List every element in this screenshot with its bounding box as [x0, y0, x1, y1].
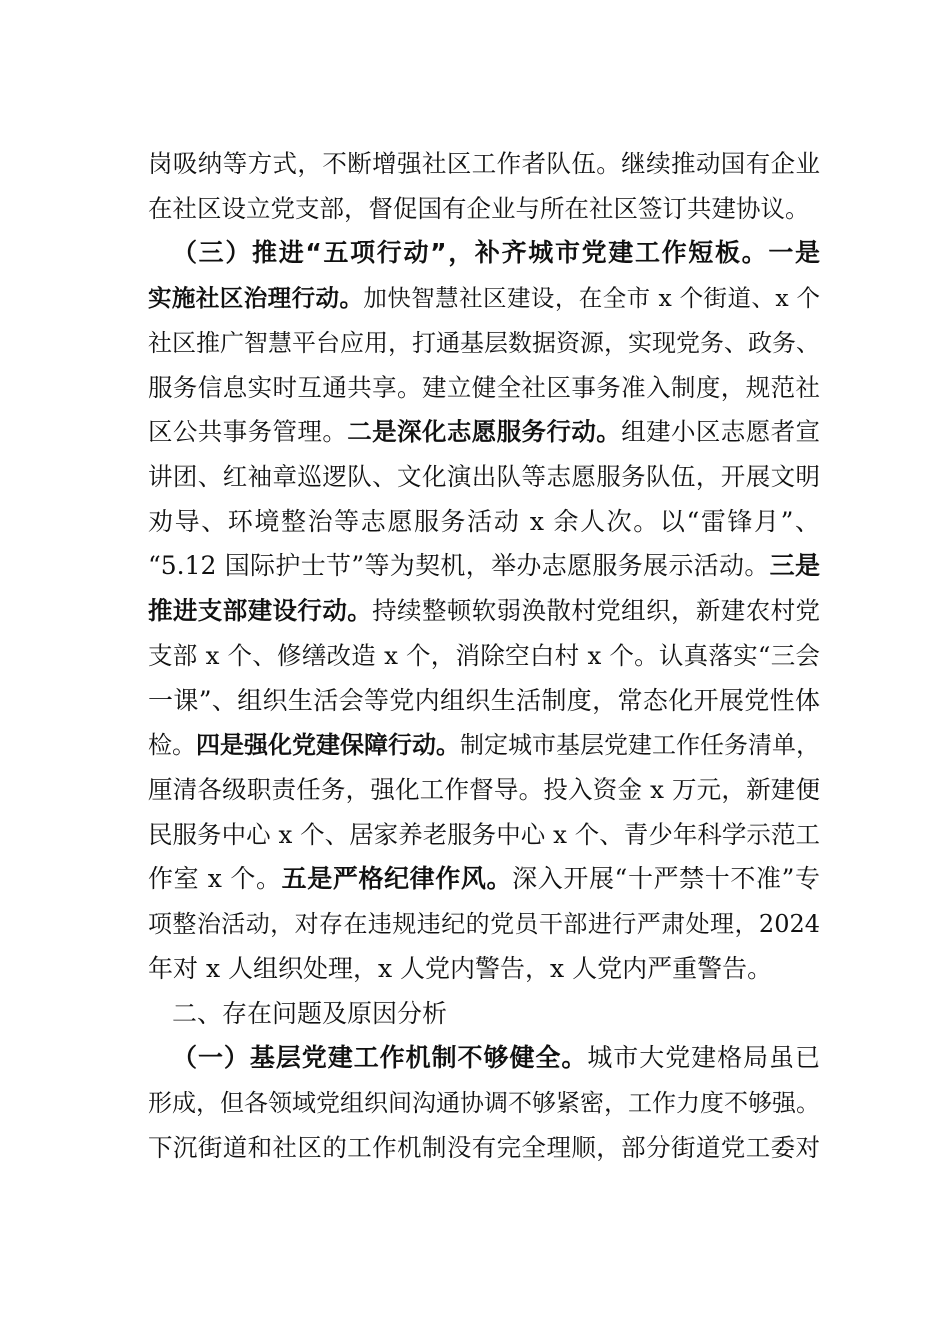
- text-line-19: [148, 946, 820, 992]
- text-line-22: [148, 1080, 820, 1126]
- line-17-text-b: 深入开展“十严禁十不准”专: [512, 864, 820, 893]
- text-line-2: [148, 186, 820, 232]
- line-9-text: 劝导、环境整治等志愿服务活动 x 余人次。以“雷锋月”、: [148, 507, 820, 536]
- line-3-bold-heading: （三）推进“五项行动”，补齐城市党建工作短板。一是: [172, 238, 820, 267]
- line-15-text: 厘清各级职责任务，强化工作督导。投入资金 x 万元，新建便: [148, 775, 820, 804]
- section-heading-3: [172, 230, 820, 276]
- text-line-8: [148, 454, 820, 500]
- line-16-text: 民服务中心 x 个、居家养老服务中心 x 个、青少年科学示范工: [148, 820, 820, 849]
- text-line-5: [148, 320, 820, 366]
- section-heading-2: [172, 991, 820, 1037]
- line-1-text: 岗吸纳等方式，不断增强社区工作者队伍。继续推动国有企业: [148, 149, 820, 178]
- text-line-4: [148, 275, 820, 321]
- line-14-bold-lead: 四是强化党建保障行动。: [196, 731, 460, 759]
- text-line-1: [148, 141, 820, 187]
- text-line-16: [148, 812, 820, 858]
- line-14-text-b: 制定城市基层党建工作任务清单，: [460, 731, 820, 759]
- line-4-text: 加快智慧社区建设，在全市 x 个街道、x 个: [363, 284, 820, 312]
- line-6-text: 服务信息实时互通共享。建立健全社区事务准入制度，规范社: [148, 373, 820, 402]
- line-7-text-b: 组建小区志愿者宣: [621, 417, 820, 446]
- line-21-text: 城市大党建格局虽已: [587, 1043, 820, 1072]
- line-12-text: 支部 x 个、修缮改造 x 个，消除空白村 x 个。认真落实“三会: [148, 641, 820, 670]
- line-7-bold-lead: 二是深化志愿服务行动。: [347, 417, 622, 446]
- text-line-15: [148, 767, 820, 813]
- line-20-heading: 二、存在问题及原因分析: [172, 999, 448, 1028]
- text-line-7: [148, 409, 820, 455]
- line-11-text: 持续整顿软弱涣散村党组织，新建农村党: [372, 596, 820, 625]
- line-17-bold-lead: 五是严格纪律作风。: [281, 864, 513, 893]
- text-line-10: [148, 543, 820, 589]
- line-17-text-a: 作室 x 个。: [148, 864, 282, 893]
- text-line-12: [148, 633, 820, 679]
- line-5-text: 社区推广智慧平台应用，打通基层数据资源，实现党务、政务、: [148, 329, 820, 357]
- line-10-bold-lead: 三是: [769, 551, 820, 580]
- line-8-text: 讲团、红袖章巡逻队、文化演出队等志愿服务队伍，开展文明: [148, 462, 820, 491]
- line-10-text: “5.12 国际护士节”等为契机，举办志愿服务展示活动。: [148, 551, 770, 580]
- line-2-text: 在社区设立党支部，督促国有企业与所在社区签订共建协议。: [148, 194, 810, 223]
- line-7-text-a: 区公共事务管理。: [148, 417, 348, 446]
- line-11-bold-lead: 推进支部建设行动。: [148, 596, 373, 625]
- text-line-9: [148, 499, 820, 545]
- text-line-17: [148, 856, 820, 902]
- text-line-6: [148, 365, 820, 411]
- text-line-23: [148, 1125, 820, 1171]
- line-22-text: 形成，但各领域党组织间沟通协调不够紧密，工作力度不够强。: [148, 1089, 820, 1117]
- text-line-14: [148, 722, 820, 768]
- line-14-text-a: 检。: [148, 731, 196, 759]
- text-line-18: [148, 901, 820, 947]
- text-line-13: [148, 678, 820, 724]
- line-23-text: 下沉街道和社区的工作机制没有完全理顺，部分街道党工委对: [148, 1133, 820, 1162]
- text-line-11: [148, 588, 820, 634]
- line-4-bold-lead: 实施社区治理行动。: [148, 284, 364, 312]
- line-21-bold-lead: （一）基层党建工作机制不够健全。: [172, 1043, 588, 1072]
- line-13-text: 一课”、组织生活会等党内组织生活制度，常态化开展党性体: [148, 686, 820, 715]
- line-18-text: 项整治活动，对存在违规违纪的党员干部进行严肃处理，2024: [148, 910, 820, 938]
- text-line-21: [172, 1035, 820, 1081]
- line-19-text: 年对 x 人组织处理，x 人党内警告，x 人党内严重警告。: [148, 954, 773, 983]
